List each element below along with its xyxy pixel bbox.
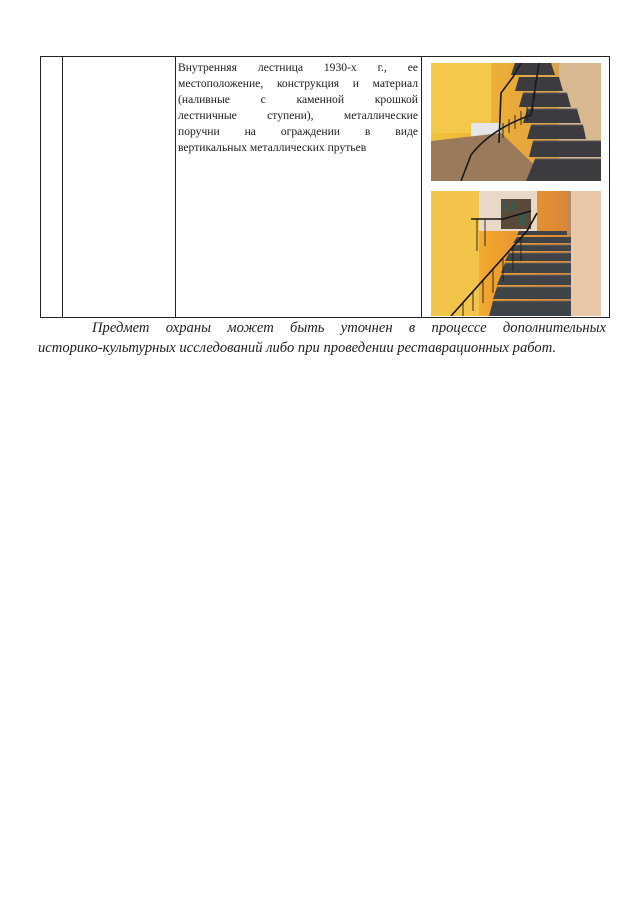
note-paragraph bbox=[40, 318, 606, 358]
element-cell bbox=[63, 57, 176, 318]
description-line: вертикальных металлических прутьев bbox=[178, 141, 367, 154]
description-text bbox=[176, 57, 421, 156]
staircase-photo-flight bbox=[431, 191, 601, 316]
note-line: историко-культурных исследований либо при проведении реставрационных работ. bbox=[38, 340, 557, 356]
description-line: местоположение, конструкция и материал bbox=[178, 77, 418, 90]
description-line: Внутренняя лестница 1930-х г., ее bbox=[178, 61, 418, 74]
number-cell bbox=[41, 57, 63, 318]
description-line: лестничные ступени), металлические bbox=[178, 109, 418, 122]
staircase-photo-landing bbox=[431, 63, 601, 181]
table-row bbox=[41, 57, 610, 318]
description-line: (наливные с каменной крошкой bbox=[178, 93, 418, 106]
photo-cell bbox=[422, 57, 610, 318]
protection-table bbox=[40, 56, 610, 318]
description-line: поручни на ограждении в виде bbox=[178, 125, 418, 138]
note-line: Предмет охраны может быть уточнен в процессе дополнительных bbox=[92, 320, 606, 336]
description-cell bbox=[176, 57, 422, 318]
